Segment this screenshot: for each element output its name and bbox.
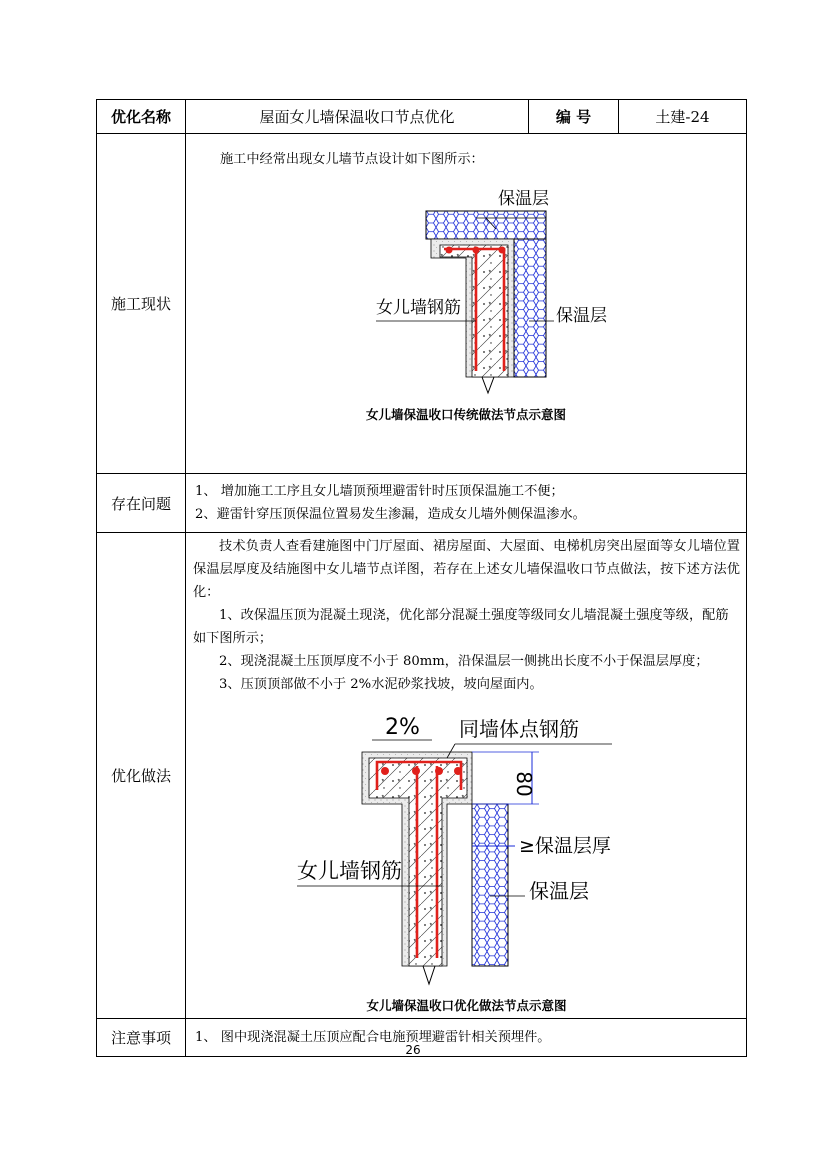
rebar-dot: [473, 247, 480, 254]
form-table: [96, 99, 747, 1057]
rebar-dot: [454, 767, 462, 775]
traditional-node-figure: [336, 171, 607, 403]
optimize-row: [97, 533, 747, 1019]
rebar-dot: [381, 767, 389, 775]
problem-item: 1、 增加施工工序且女儿墙顶预埋避雷针时压顶保温施工不便；: [195, 484, 564, 499]
label-insulation-side: 保温层: [556, 306, 607, 326]
label-insulation-top: 保温层: [498, 189, 549, 209]
side-insulation: [472, 804, 508, 966]
label-same-rebar: 同墙体点钢筋: [458, 717, 579, 741]
top-insulation-band: [426, 211, 546, 239]
optimization-form: [96, 99, 746, 1047]
optimize-step: 2、现浇混凝土压顶厚度不小于 80mm，沿保温层一侧挑出长度不小于保温层厚度；: [219, 654, 709, 669]
rebar-dot: [499, 247, 506, 254]
problems-row: [97, 474, 747, 533]
label-slope: 2%: [384, 715, 420, 740]
name-label: 优化名称: [97, 100, 186, 134]
label-rebar: 女儿墙钢筋: [376, 298, 461, 318]
optimization-title: 屋面女儿墙保温收口节点优化: [186, 100, 529, 134]
label-rebar: 女儿墙钢筋: [296, 859, 402, 883]
optimize-step: 1、改保温压顶为混凝土现浇，优化部分混凝土强度等级同女儿墙混凝土强度等级，配筋如下图所示；: [193, 608, 729, 646]
label-insulation: 保温层: [528, 879, 589, 903]
current-row: [97, 134, 747, 474]
optimize-content: [186, 533, 747, 1019]
notes-label: 注意事项: [97, 1019, 186, 1057]
current-content: [186, 134, 747, 474]
break-mark: [423, 966, 435, 984]
optimize-intro: 技术负责人查看建施图中门厅屋面、裙房屋面、大屋面、电梯机房突出屋面等女儿墙位置保温层厚度及结施图中女儿墙节点详图，若存在上述女儿墙保温收口节点做法，按下述方法优化：: [193, 539, 740, 600]
optimize-label: 优化做法: [97, 533, 186, 1019]
break-mark: [482, 377, 494, 393]
header-row: [97, 100, 747, 134]
rebar-dot: [446, 247, 453, 254]
problems-label: 存在问题: [97, 474, 186, 533]
label-thickness: ≥保温层厚: [518, 835, 611, 857]
side-insulation: [514, 239, 546, 377]
optimize-caption: 女儿墙保温收口优化做法节点示意图: [366, 998, 567, 1013]
optimization-number: 土建-24: [619, 100, 747, 134]
page-number: 26: [405, 1043, 421, 1057]
optimize-step: 3、压顶顶部做不小于 2%水泥砂浆找坡，坡向屋面内。: [219, 677, 543, 692]
current-intro: 施工中经常出现女儿墙节点设计如下图所示：: [220, 152, 484, 167]
current-caption: 女儿墙保温收口传统做法节点示意图: [365, 407, 566, 422]
problem-item: 2、避雷针穿压顶保温位置易发生渗漏，造成女儿墙外侧保温渗水。: [195, 507, 586, 522]
label-dim: 80: [511, 771, 536, 797]
rebar-dot: [412, 767, 420, 775]
rebar-dot: [435, 767, 443, 775]
problems-content: [186, 474, 747, 533]
optimized-node-figure: [277, 696, 657, 996]
number-label: 编 号: [529, 100, 619, 134]
notes-text: 1、 图中现浇混凝土压顶应配合电施预埋避雷针相关预埋件。: [195, 1030, 551, 1045]
current-label: 施工现状: [97, 134, 186, 474]
